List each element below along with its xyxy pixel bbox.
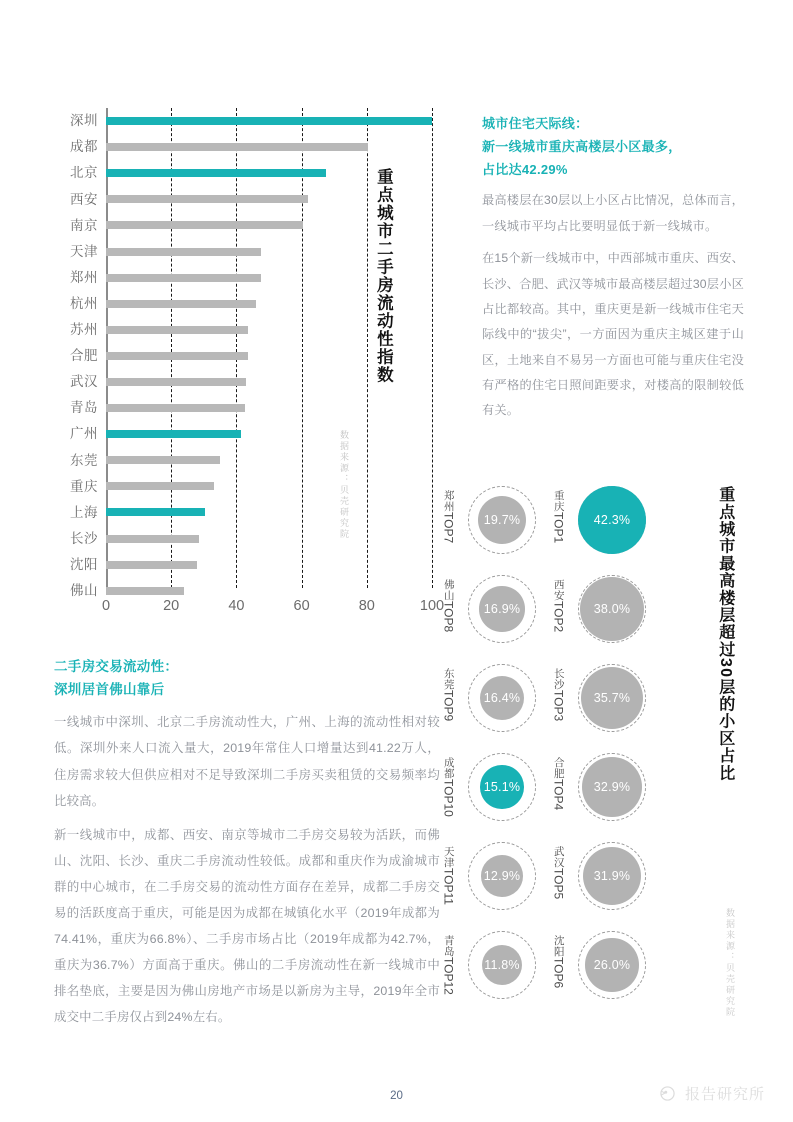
bar [106, 248, 261, 256]
bar [106, 430, 241, 438]
bar-chart-source: 数据来源：贝壳研究院 [339, 430, 349, 540]
bubble-circle [479, 586, 524, 631]
bar [106, 221, 303, 229]
bar [106, 535, 199, 543]
bar-category-label: 杭州 [70, 295, 98, 311]
bubble-value-label: 11.8% [484, 957, 520, 972]
bar-track [106, 526, 432, 552]
liquidity-bar-chart [52, 108, 445, 618]
bubble-rank-label [442, 490, 455, 543]
x-axis-tick-label: 100 [419, 598, 445, 614]
bubble-value-label: 19.7% [483, 512, 521, 527]
bar-row [52, 395, 432, 421]
page-number: 20 [390, 1090, 403, 1102]
liquidity-heading [54, 655, 440, 701]
bar-row [52, 552, 432, 578]
bubble-rank: TOP2 [551, 601, 566, 633]
bar-row [52, 447, 432, 473]
skyline-paragraph-2: 在15个新一线城市中，中西部城市重庆、西安、长沙、合肥、武汉等城市最高楼层超过30层小区占比都较高。其中，重庆更是新一线城市住宅天际线中的“拔尖”，一方面因为重庆主城区建于山区，土地来自不易另一方面也可能与重庆住宅没有严格的住宅日照间距要求，对楼高的限制较低有关。 [482, 251, 744, 418]
bar-row [52, 473, 432, 499]
bubble-city: 合肥 [552, 757, 565, 779]
bar-category-label: 成都 [70, 139, 98, 155]
skyline-paragraph-1: 最高楼层在30层以上小区占比情况，总体而言，一线城市平均占比要明显低于新一线城市。 [482, 193, 744, 233]
bubble-rank: TOP5 [551, 868, 566, 900]
bar-category-label: 深圳 [70, 113, 98, 129]
bubble-circle [480, 765, 524, 809]
bubble-rank: TOP6 [551, 957, 566, 989]
bubble-value-label: 32.9% [593, 779, 631, 794]
bar [106, 143, 368, 151]
skyline-heading [482, 112, 744, 181]
bubble-circle [580, 577, 644, 641]
bar-category-label: 武汉 [70, 374, 98, 390]
bubble-city: 西安 [552, 579, 565, 601]
bar [106, 404, 245, 412]
bar-row [52, 108, 432, 134]
bubble-city: 郑州 [442, 490, 455, 512]
bar-category-label: 天津 [70, 243, 98, 259]
bubble-circle [481, 855, 523, 897]
bubble-city: 武汉 [552, 846, 565, 868]
bar-track [106, 552, 432, 578]
bar-category-label: 沈阳 [70, 556, 98, 572]
bubble-circle [581, 667, 643, 729]
bubble-city: 长沙 [552, 668, 565, 690]
x-axis-tick-label: 40 [228, 598, 245, 614]
bar-category-label: 南京 [70, 217, 98, 233]
liquidity-heading-line1: 二手房交易流动性： [54, 659, 179, 674]
bubble-rank: TOP4 [551, 779, 566, 811]
bubble-value-label: 35.7% [593, 690, 631, 705]
bar-category-label: 上海 [70, 504, 98, 520]
bar-category-label: 苏州 [70, 322, 98, 338]
liquidity-text-block [54, 655, 440, 1030]
bar-category-label: 广州 [70, 426, 98, 442]
bar-row [52, 499, 432, 525]
bar-row [52, 526, 432, 552]
bubble-city: 佛山 [442, 579, 455, 601]
bar [106, 300, 256, 308]
bubble-value-label: 16.4% [483, 690, 521, 705]
bar-chart-vertical-title: 重点城市二手房流动性指数 [374, 168, 393, 384]
bubble-rank: TOP10 [441, 779, 456, 817]
bubble-rank-label [442, 846, 455, 905]
bubble-value-label: 15.1% [483, 779, 521, 794]
liquidity-paragraph-2: 新一线城市中，成都、西安、南京等城市二手房交易较为活跃，而佛山、沈阳、长沙、重庆二手房流动性较低。成都和重庆作为成渝城市群的中心城市，在二手房交易的流动性方面存在差异，成都二手房交易的活跃度高于重庆，可能是因为成都在城镇化水平（2019年成都为74.41%，重庆为66.8%）、二手房市场占比（2019年成都为42.7%，重庆为36.7%）方面高于重庆。佛山的二手房流动性在新一线城市中排名垫底，主要是因为佛山房地产市场是以新房为主导，2019年全市成交中二手房仅占到24%左右。 [54, 827, 440, 1024]
bubble-city: 天津 [442, 846, 455, 868]
bubble-value-label: 38.0% [593, 601, 631, 616]
bubble-rank-label [552, 757, 565, 810]
bubble-chart-source: 数据来源：贝壳研究院 [725, 908, 735, 1018]
gridline [432, 108, 433, 588]
x-axis-tick-label: 80 [358, 598, 375, 614]
bubble-rank: TOP3 [551, 690, 566, 722]
bubble-circle [578, 486, 646, 554]
bar [106, 326, 248, 334]
bar-track [106, 473, 432, 499]
logo-icon [657, 1083, 678, 1104]
bubble-rank-label [552, 846, 565, 899]
watermark-text: 报告研究所 [684, 1086, 765, 1103]
bubble-rank-label [552, 935, 565, 988]
bubble-city: 成都 [442, 757, 455, 779]
bubble-circle [585, 938, 638, 991]
skyline-heading-line1: 城市住宅天际线： [482, 116, 589, 131]
skyline-bubble-chart [441, 484, 712, 1024]
bubble-city: 东莞 [442, 668, 455, 690]
skyline-heading-line3: 占比达42.29% [482, 162, 568, 178]
bar-category-label: 长沙 [70, 530, 98, 546]
bubble-rank: TOP11 [441, 868, 456, 905]
bar-track [106, 134, 432, 160]
bubble-rank-label [442, 757, 455, 817]
bar [106, 482, 214, 490]
bubble-value-label: 42.3% [593, 513, 631, 527]
bar [106, 456, 220, 464]
bar-category-label: 重庆 [70, 478, 98, 494]
skyline-heading-line2: 新一线城市重庆高楼层小区最多， [482, 139, 682, 155]
bar [106, 561, 197, 569]
bubble-chart-vertical-title: 重点城市最高楼层超过30层的小区占比 [716, 486, 734, 782]
bar [106, 117, 432, 125]
bubble-city: 沈阳 [552, 935, 565, 957]
bar-row [52, 421, 432, 447]
bubble-rank: TOP7 [441, 512, 456, 544]
bubble-rank: TOP12 [441, 957, 456, 995]
bar-row [52, 134, 432, 160]
bubble-rank-label [442, 579, 455, 632]
bar-category-label: 郑州 [70, 269, 98, 285]
bubble-value-label: 16.9% [483, 601, 521, 616]
bubble-city: 青岛 [442, 935, 455, 957]
bar-track [106, 108, 432, 134]
liquidity-paragraph-1: 一线城市中深圳、北京二手房流动性大，广州、上海的流动性相对较低。深圳外来人口流入量大，2019年常住人口增量达到41.22万人，住房需求较大但供应相对不足导致深圳二手房买卖租赁的交易频率均比较高。 [54, 715, 440, 808]
bubble-value-label: 12.9% [483, 868, 521, 883]
bar [106, 169, 326, 177]
bar-category-label: 佛山 [70, 582, 98, 598]
bar-category-label: 东莞 [70, 452, 98, 468]
bar [106, 508, 205, 516]
bar-category-label: 合肥 [70, 348, 98, 364]
bubble-rank-label [442, 935, 455, 995]
watermark [657, 1083, 765, 1104]
bar-category-label: 青岛 [70, 400, 98, 416]
bubble-city: 重庆 [552, 490, 565, 512]
bubble-rank: TOP9 [441, 690, 456, 722]
bar-track [106, 421, 432, 447]
bubble-rank: TOP8 [441, 601, 456, 633]
bubble-value-label: 31.9% [593, 868, 631, 883]
x-axis-ticks [101, 590, 445, 620]
bubble-circle [478, 496, 526, 544]
bar [106, 352, 248, 360]
bubble-circle [583, 847, 642, 906]
bar-track [106, 447, 432, 473]
skyline-text-block [482, 112, 744, 424]
bubble-rank-label [552, 668, 565, 721]
bubble-rank: TOP1 [551, 512, 566, 544]
bar-track [106, 395, 432, 421]
bar [106, 274, 261, 282]
liquidity-heading-line2: 深圳居首佛山靠后 [54, 682, 165, 698]
bubble-rank-label [552, 579, 565, 632]
x-axis-tick-label: 0 [101, 598, 111, 614]
bar-category-label: 北京 [70, 165, 98, 181]
bar-category-label: 西安 [70, 191, 98, 207]
bar [106, 195, 308, 203]
bar-track [106, 499, 432, 525]
x-axis-tick-label: 60 [293, 598, 310, 614]
bubble-circle [582, 757, 642, 817]
bubble-value-label: 26.0% [593, 957, 631, 972]
bar [106, 378, 246, 386]
bubble-rank-label [442, 668, 455, 721]
x-axis-tick-label: 20 [163, 598, 180, 614]
bubble-rank-label [552, 490, 565, 543]
